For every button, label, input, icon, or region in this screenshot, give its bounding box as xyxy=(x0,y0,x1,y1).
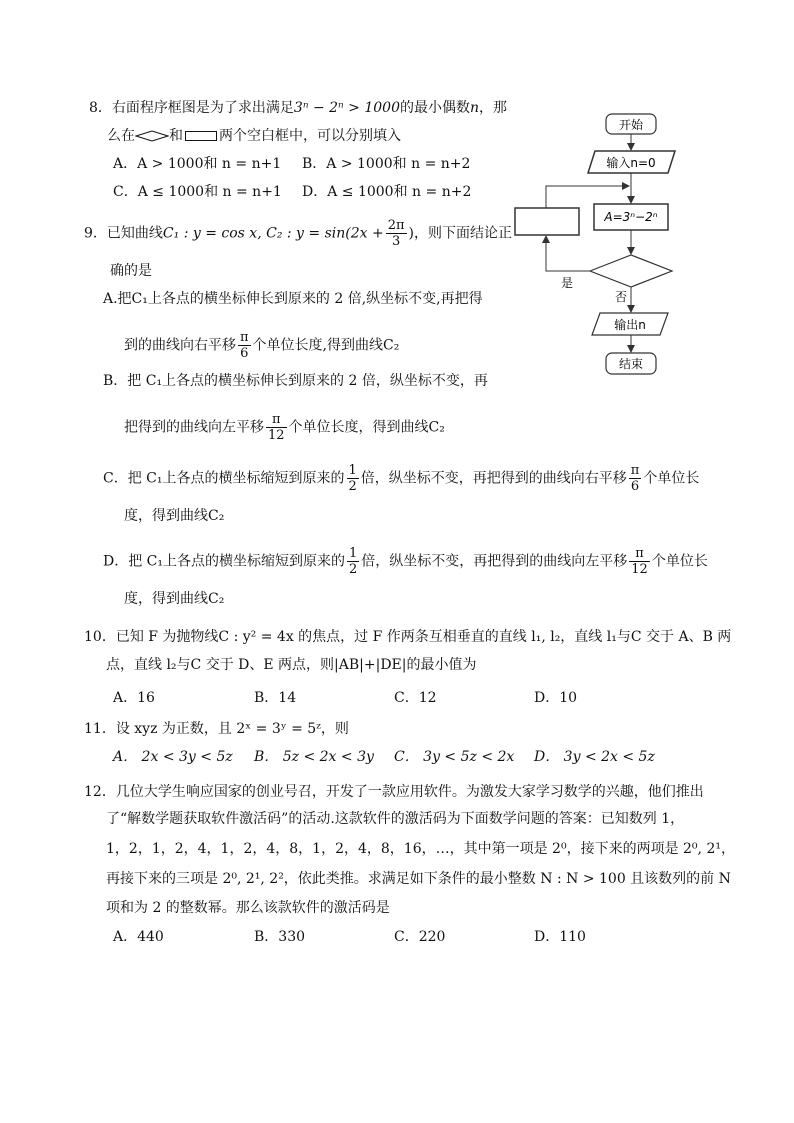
q9-text-b: )，则下面结论正 xyxy=(408,225,513,242)
q9-text-c: 确的是 xyxy=(110,263,152,279)
q9-b-frac-den: 12 xyxy=(268,428,285,443)
q12-option-b: B．330 xyxy=(254,929,306,945)
q12-line5: 项和为 2 的整数幂。那么该款软件的激活码是 xyxy=(106,900,390,916)
q8-text-f: 两个空白框中，可以分别填入 xyxy=(219,128,401,144)
q10-option-c: C．12 xyxy=(394,690,437,706)
q9-d-text3: 个单位长 xyxy=(651,553,708,570)
q12-line2: 了“解数学题获取软件激活码”的活动.这款软件的激活码为下面数学问题的答案：已知数列 1， xyxy=(106,811,685,827)
q8-expr: 3ⁿ − 2ⁿ > 1000 xyxy=(293,100,400,116)
q9-d-text: D．把 C₁上各点的横坐标缩短到原来的 xyxy=(103,553,345,570)
q8-n: n xyxy=(469,100,480,116)
flowchart-blank-decision xyxy=(590,255,672,287)
q9-frac-num: 2π xyxy=(387,218,405,233)
q12-line4: 再接下来的三项是 2⁰, 2¹, 2²，依此类推。求满足如下条件的最小整数 N : N > 100 且该数列的前 N xyxy=(106,871,731,887)
q11-option-a: A． 2x < 3y < 5z xyxy=(113,749,233,765)
q10-line2: 点，直线 l₂与C 交于 D、E 两点，则|AB|+|DE|的最小值为 xyxy=(106,657,477,673)
q12-option-d: D．110 xyxy=(534,929,586,945)
q9-text-a: 9．已知曲线 xyxy=(84,225,163,242)
q8-text-a: 8．右面程序框图是为了求出满足 xyxy=(89,100,294,116)
q9-option-b-line1: B．把 C₁上各点的横坐标伸长到原来的 2 倍，纵坐标不变，再 xyxy=(103,373,488,389)
q9-c-text: C．把 C₁上各点的横坐标缩短到原来的 xyxy=(103,470,345,487)
q10-option-b: B．14 xyxy=(254,690,297,706)
q12-line3: 1，2，1，2，4，1，2，4，8，1，2，4，8，16，…，其中第一项是 2⁰，接下来的两项是 2⁰, 2¹， xyxy=(106,841,735,857)
flowchart-end-label: 结束 xyxy=(618,357,644,371)
flowchart-blank-process xyxy=(515,208,579,235)
q12-option-a: A．440 xyxy=(113,929,164,945)
q9-frac-den: 3 xyxy=(391,234,401,249)
q9-c-text3: 个单位长 xyxy=(643,470,700,487)
q8-option-c: C．A ≤ 1000和 n = n+1 xyxy=(113,184,282,200)
flowchart-yes-arrow xyxy=(546,236,590,271)
q12-line1: 12．几位大学生响应国家的创业号召，开发了一款应用软件。为激发大家学习数学的兴趣，他们推出 xyxy=(84,784,704,800)
q8-option-b: B．A > 1000和 n = n+2 xyxy=(302,156,471,172)
q8-option-a: A．A > 1000和 n = n+1 xyxy=(113,156,282,172)
q9-b-text: 把得到的曲线向左平移 xyxy=(124,419,264,436)
q8-text-d: 么在 xyxy=(107,128,135,144)
q9-a-text: 到的曲线向右平移 xyxy=(124,337,236,354)
q8-text-e: 和 xyxy=(169,128,183,144)
q11-line1: 11．设 xyz 为正数，且 2ˣ = 3ʸ = 5ᶻ，则 xyxy=(84,721,349,737)
flowchart-start-label: 开始 xyxy=(618,118,644,132)
q9-c-frac2-num: π xyxy=(630,463,640,478)
q9-b-text2: 个单位长度，得到曲线C₂ xyxy=(288,419,445,436)
q11-option-d: D． 3y < 2x < 5z xyxy=(534,749,655,765)
flowchart-yes-label: 是 xyxy=(561,276,574,290)
q10-option-d: D．10 xyxy=(534,690,578,706)
q9-d-frac-num: 1 xyxy=(349,546,358,561)
q11-option-c: C． 3y < 5z < 2x xyxy=(394,749,515,765)
q10-option-a: A．16 xyxy=(113,690,155,706)
flowchart-input-label: 输入n=0 xyxy=(606,156,656,170)
q10-line1: 10．已知 F 为抛物线C : y² = 4x 的焦点，过 F 作两条互相垂直的直线 l₁, l₂，直线 l₁与C 交于 A、B 两 xyxy=(84,629,732,645)
q11-option-b: B． 5z < 2x < 3y xyxy=(254,749,374,765)
flowchart-no-label: 否 xyxy=(615,290,628,304)
q9-a-text2: 个单位长度,得到曲线C₂ xyxy=(252,337,400,354)
q9-d-frac2-den: 12 xyxy=(631,562,648,577)
q9-a-frac-num: π xyxy=(240,330,249,345)
q9-option-c-line2: 度，得到曲线C₂ xyxy=(124,508,225,524)
q8-text-b: 的最小偶数 xyxy=(399,100,470,116)
q9-c-frac-den: 2 xyxy=(348,479,357,494)
q9-d-text2: 倍，纵坐标不变，再把得到的曲线向左平移 xyxy=(361,553,628,570)
q9-c-text2: 倍，纵坐标不变，再把得到的曲线向右平移 xyxy=(360,470,627,487)
q8-option-d: D．A ≤ 1000和 n = n+2 xyxy=(302,184,472,200)
q9-d-frac2-num: π xyxy=(629,546,650,562)
q9-option-d-line2: 度，得到曲线C₂ xyxy=(124,591,225,607)
flowchart-process-label: A=3ⁿ−2ⁿ xyxy=(604,210,658,224)
q9-c-frac-num: 1 xyxy=(348,463,357,478)
q9-d-frac-den: 2 xyxy=(349,562,358,577)
q12-option-c: C．220 xyxy=(394,929,446,945)
flowchart-output-label: 输出n xyxy=(614,318,646,332)
q9-c-frac2-den: 6 xyxy=(630,479,640,494)
q9-b-frac-num: π xyxy=(266,412,287,428)
q8-text-c: ，那 xyxy=(479,100,508,116)
q9-curves: C₁ : y = cos x, C₂ : y = sin(2x + xyxy=(162,225,384,242)
q9-option-a-line1: A.把C₁上各点的横坐标伸长到原来的 2 倍,纵坐标不变,再把得 xyxy=(103,291,483,307)
q9-a-frac-den: 6 xyxy=(240,346,249,361)
